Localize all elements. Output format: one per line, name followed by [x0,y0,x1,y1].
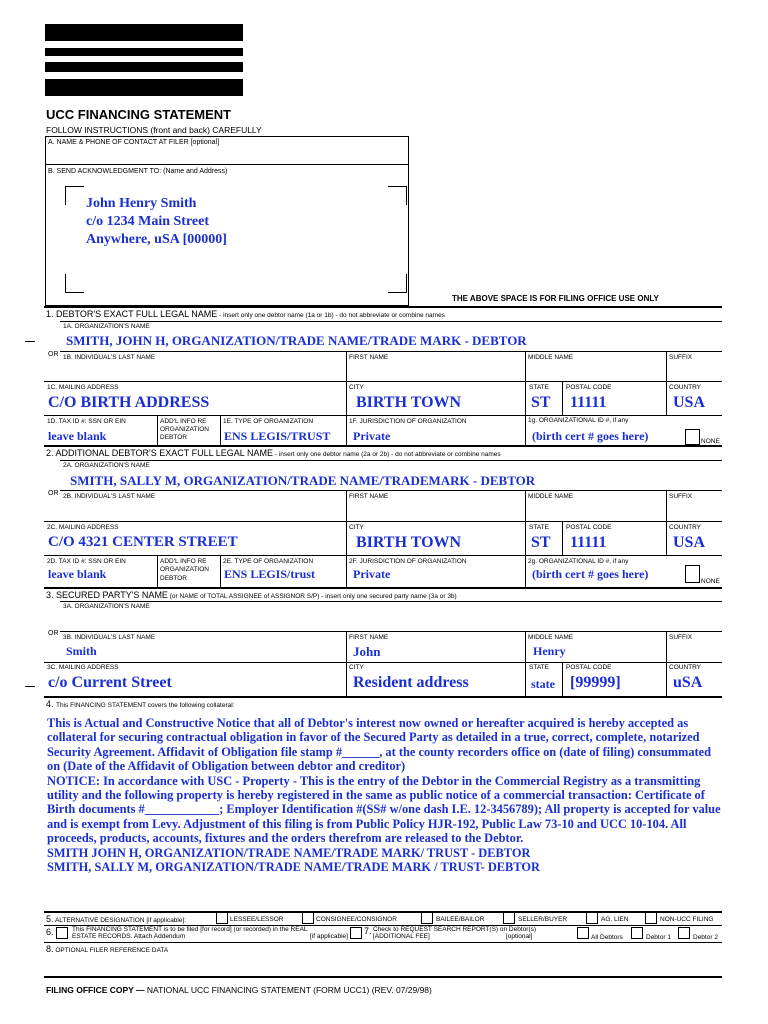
s6-addendum-checkbox[interactable] [350,927,362,939]
footer-rule [44,976,722,978]
s2-rule-a [60,460,722,461]
s3-postal-value: [99999] [570,674,621,691]
s6-text-1: This FINANCING STATEMENT is to be filed [for record] (or recorded) in the REAL [72,926,308,933]
s1-mail-label: 1C. MAILING ADDRESS [47,384,119,391]
ack-line-1: John Henry Smith [86,196,197,211]
s3-rule-a [60,601,722,602]
s6-text-3: [if applicable] [310,933,348,940]
s1-v-country [666,381,667,415]
corner-bl [65,274,84,293]
s3-middle-label: MIDDLE NAME [528,634,574,641]
s6-num: 6. [46,927,54,937]
s3-v-middle [525,631,526,662]
s2-state-value: ST [531,534,551,551]
s3-country-label: COUNTRY [669,664,702,671]
s1-juris-label: 1F. JURISDICTION OF ORGANIZATION [349,418,467,425]
s2-city-label: CITY [349,524,364,531]
s1-rule-b [60,351,722,352]
s1-v-state [525,381,526,415]
s3-country-value: uSA [673,674,703,691]
s1-v-postal [562,381,563,415]
s5-checkbox-bailee[interactable] [421,912,433,924]
corner-tr [388,186,407,205]
s2-postal-label: POSTAL CODE [566,524,612,531]
s1-dash-marker [25,341,35,342]
s7-text-2: [ADDITIONAL FEE] [373,933,430,940]
s6-checkbox[interactable] [56,927,68,939]
s3-state-value: state [531,677,555,691]
s3-suffix-label: SUFFIX [669,634,693,641]
s6-text-2: ESTATE RECORDS. Attach Addendum [72,933,186,940]
s1-city-label: CITY [349,384,364,391]
s1-tax-label: 1D. TAX ID #: SSN OR EIN [47,418,126,425]
s1-mail-value: C/O BIRTH ADDRESS [48,394,210,411]
s1-middle-label: MIDDLE NAME [528,354,574,361]
s3-v-postal [562,662,563,696]
s2-v-type [220,555,221,587]
header-bar-2 [45,48,243,56]
s2-rule-b [60,490,722,491]
s3-v-suffix [666,631,667,662]
s2-addl-1: ADD'L INFO RE [160,558,207,565]
contact-box-divider [46,164,408,165]
s4-rule-top [44,696,722,698]
collateral-para-3: SMITH JOHN H, ORGANIZATION/TRADE NAME/TRADE MARK/ TRUST - DEBTOR [47,845,531,860]
s3-mail-label: 3C. MAILING ADDRESS [47,664,119,671]
s7-debtor2-checkbox[interactable] [678,927,690,939]
s3-v-country [666,662,667,696]
s2-country-value: USA [673,534,706,551]
rule-above-1 [44,306,722,308]
s1-org-name: SMITH, JOHN H, ORGANIZATION/TRADE NAME/TRADE MARK - DEBTOR [66,333,527,348]
s5-option-lessee: LESSEE/LESSOR [230,916,284,923]
s5-option-consignee: CONSIGNEE/CONSIGNOR [316,916,397,923]
s1-v-city [346,381,347,415]
s1-none-label: NONE [701,438,720,445]
s3-rule-b [60,631,722,632]
s1-orgid-value: (birth cert # goes here) [532,429,649,443]
collateral-para-1: This is Actual and Constructive Notice that all of Debtor's interest now owned or hereafter acquired is hereby accepted as collateral for securing contractual obligation in favor of the Secured Party as detailed in a true, correct, complete, notarized Security Agreement. Affidavit of Obligation file stamp #______, at the county recorders office on (date of filing) consummated on (Date of the Affidavit of Obligation between debtor and creditor) [47,716,712,774]
collateral-para-2: NOTICE: In accordance with USC - Property - This is the entry of the Debtor in the Commercial Registry as a transmitting utility and the following property is hereby registered in the same as public notice of a commercial transaction: Certificate of Birth documents #____________; Employer Identification #(SS# w/one dash I.E. 12-3456789); All property is accepted for value and is exempt from Levy. Adjustment of this filing is from Public Policy HJR-192, Public Law 73-10 and UCC 10-104. All proceeds, products, accounts, fixtures and the orders therefrom are released to the Debtor. [47,773,721,846]
s2-postal-value: 11111 [570,534,607,551]
s1-suffix-label: SUFFIX [669,354,693,361]
s2-v-orgid [525,555,526,587]
form-title: UCC FINANCING STATEMENT [46,107,232,122]
s7-all-debtors: All Debtors [591,934,623,941]
s1-v-middle [525,351,526,381]
s1-or: OR [48,351,59,358]
s2-v-postal [562,521,563,555]
acknowledgment-label: B. SEND ACKNOWLEDGMENT TO: (Name and Address) [48,168,228,175]
contact-label: A. NAME & PHONE OF CONTACT AT FILER [optional] [48,139,220,146]
s1-org-label: 1A. ORGANIZATION'S NAME [63,323,150,330]
filing-office-note: THE ABOVE SPACE IS FOR FILING OFFICE USE ONLY [452,294,659,303]
s3-v-first [346,631,347,662]
section-1-heading: 1. DEBTOR'S EXACT FULL LEGAL NAME - insert only one debtor name (1a or 1b) - do not abbreviate or combine names [46,309,445,319]
s5-checkbox-consignee[interactable] [302,912,314,924]
s2-v-juris [346,555,347,587]
header-bar-4 [45,79,243,96]
s3-first-label: FIRST NAME [349,634,389,641]
s2-last-label: 2B. INDIVIDUAL'S LAST NAME [63,493,156,500]
s2-state-label: STATE [529,524,549,531]
s1-rule-top [60,321,722,322]
s5-checkbox-seller[interactable] [503,912,515,924]
s2-v-middle [525,490,526,521]
s2-mail-value: C/O 4321 CENTER STREET [48,534,238,550]
section-4-heading: 4. This FINANCING STATEMENT covers the following collateral: [46,699,235,709]
corner-br [388,274,407,293]
s2-none-label: NONE [701,578,720,585]
s1-v-addl [157,415,158,445]
section-8-row: 8. OPTIONAL FILER REFERENCE DATA [46,944,169,954]
s3-city-label: CITY [349,664,364,671]
form-instructions: FOLLOW INSTRUCTIONS (front and back) CAREFULLY [46,125,262,135]
s3-rule-top [44,587,722,589]
s1-v-orgid [525,415,526,445]
s2-v-first [346,490,347,521]
s5-checkbox-aglien[interactable] [586,912,598,924]
s3-v-city [346,662,347,696]
s2-mail-label: 2C. MAILING ADDRESS [47,524,119,531]
s1-none-checkbox[interactable] [685,429,700,445]
s3-first-value: John [353,644,381,659]
s1-tax-value: leave blank [48,429,107,443]
s2-juris-label: 2F. JURISDICTION OF ORGANIZATION [349,558,467,565]
s1-country-label: COUNTRY [669,384,702,391]
s1-first-label: FIRST NAME [349,354,389,361]
s1-country-value: USA [673,394,706,411]
s1-type-value: ENS LEGIS/TRUST [224,429,331,443]
s1-v-first [346,351,347,381]
s3-postal-label: POSTAL CODE [566,664,612,671]
s1-v-suffix [666,351,667,381]
s1-v-juris [346,415,347,445]
s2-addl-2: ORGANIZATION [160,566,209,573]
s5-option-seller: SELLER/BUYER [518,916,568,923]
footer: FILING OFFICE COPY — NATIONAL UCC FINANCING STATEMENT (FORM UCC1) (REV. 07/29/98) [46,985,432,995]
s1-state-label: STATE [529,384,549,391]
s3-or: OR [48,630,59,637]
s5-option-bailee: BAILEE/BAILOR [436,916,485,923]
s2-first-label: FIRST NAME [349,493,389,500]
s1-rule-c [44,381,722,382]
s7-text-3: [optional] [506,933,533,940]
s1-addl-2: ORGANIZATION [160,426,209,433]
s2-rule-c [44,521,722,522]
s5-option-aglien: AG. LIEN [601,916,629,923]
s1-rule-d [44,415,722,416]
ack-line-3: Anywhere, uSA [00000] [86,232,227,247]
s2-none-checkbox[interactable] [685,565,700,583]
s2-or: OR [48,490,59,497]
s5-option-nonucc: NON-UCC FILING [660,916,714,923]
section-3-heading: 3. SECURED PARTY'S NAME (or NAME of TOTAL ASSIGNEE of ASSIGNOR S/P) - insert only one secured party name (3a or 3b) [46,590,457,600]
s1-state-value: ST [531,394,551,411]
s7-num: 7. [364,926,372,936]
section-2-heading: 2. ADDITIONAL DEBTOR'S EXACT FULL LEGAL NAME - insert only one debtor name (2a or 2b) - do not abbreviate or combine names [46,448,501,458]
s7-text-1: Check to REQUEST SEARCH REPORT(S) on Debtor(s) [373,926,537,933]
s1-postal-value: 11111 [570,394,607,411]
s7-debtor1-checkbox[interactable] [631,927,643,939]
s2-v-city [346,521,347,555]
s2-rule-d [44,555,722,556]
s2-rule-top [44,445,722,447]
header-bar-1 [45,24,243,41]
s7-all-debtors-checkbox[interactable] [577,927,589,939]
s5-checkbox-lessee[interactable] [216,912,228,924]
s3-city-value: Resident address [353,674,469,691]
s7-debtor2: Debtor 2 [693,934,718,941]
s2-middle-label: MIDDLE NAME [528,493,574,500]
s2-v-addl [157,555,158,587]
s2-org-name: SMITH, SALLY M, ORGANIZATION/TRADE NAME/TRADEMARK - DEBTOR [70,473,536,488]
s2-city-value: BIRTH TOWN [356,534,462,551]
s3-org-label: 3A. ORGANIZATION'S NAME [63,603,150,610]
s3-state-label: STATE [529,664,549,671]
s1-postal-label: POSTAL CODE [566,384,612,391]
s1-last-label: 1B. INDIVIDUAL'S LAST NAME [63,354,156,361]
s2-type-value: ENS LEGIS/trust [224,567,316,581]
s7-debtor1: Debtor 1 [646,934,671,941]
ack-line-2: c/o 1234 Main Street [86,214,209,229]
s3-v-state [525,662,526,696]
s3-middle-value: Henry [533,644,566,658]
s1-juris-value: Private [353,429,391,443]
s1-city-value: BIRTH TOWN [356,394,462,411]
s2-v-suffix [666,490,667,521]
s2-orgid-label: 2g. ORGANIZATIONAL ID #, if any [528,558,629,565]
s3-dash-marker [25,686,35,687]
s2-v-country [666,521,667,555]
s1-type-label: 1E. TYPE OF ORGANIZATION [223,418,314,425]
corner-tl [65,186,84,205]
header-bar-3 [45,62,243,72]
collateral-para-4: SMITH, SALLY M, ORGANIZATION/TRADE NAME/TRADE MARK / TRUST- DEBTOR [47,860,540,875]
s2-org-label: 2A. ORGANIZATION'S NAME [63,462,150,469]
s2-tax-label: 2D. TAX ID #: SSN OR EIN [47,558,126,565]
s2-juris-value: Private [353,567,391,581]
s2-orgid-value: (birth cert # goes here) [532,567,649,581]
s2-type-label: 2E. TYPE OF ORGANIZATION [223,558,314,565]
section-5-row: 5. ALTERNATIVE DESIGNATION [if applicable]: [46,914,187,924]
s1-v-type [220,415,221,445]
s1-addl-3: DEBTOR [160,434,187,441]
s5-rule-top [44,911,722,913]
s2-suffix-label: SUFFIX [669,493,693,500]
s2-tax-value: leave blank [48,567,107,581]
s3-last-label: 3B. INDIVIDUAL'S LAST NAME [63,634,156,641]
s5-checkbox-nonucc[interactable] [645,912,657,924]
s3-last-value: Smith [66,644,97,658]
s2-country-label: COUNTRY [669,524,702,531]
s8-rule-top [44,942,722,943]
s2-addl-3: DEBTOR [160,575,187,582]
collateral-text [47,716,727,874]
s1-addl-1: ADD'L INFO RE [160,418,207,425]
s1-orgid-label: 1g. ORGANIZATIONAL ID #, if any [528,417,629,424]
s2-v-state [525,521,526,555]
s3-mail-value: c/o Current Street [48,674,172,691]
s3-rule-c [44,662,722,663]
